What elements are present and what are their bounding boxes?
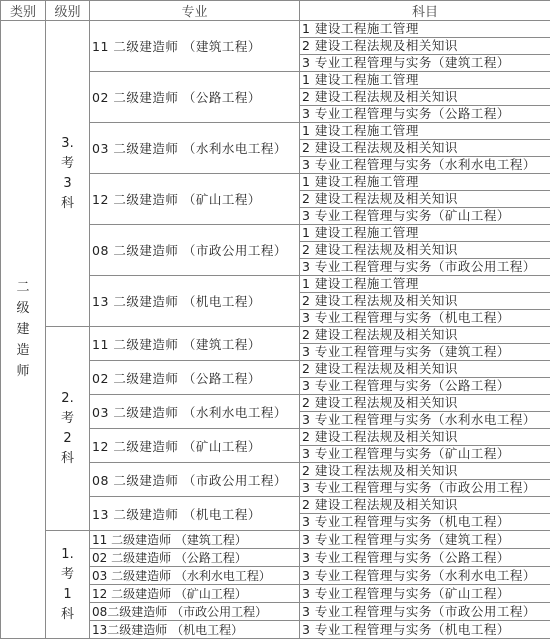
subject-cell: 1 建设工程施工管理 (300, 276, 550, 293)
subject-cell: 3 专业工程管理与实务（公路工程） (300, 378, 550, 395)
subject-cell: 2 建设工程法规及相关知识 (300, 89, 550, 106)
subject-cell: 3 专业工程管理与实务（矿山工程） (300, 585, 550, 603)
subject-cell: 3 专业工程管理与实务（机电工程） (300, 310, 550, 327)
table-body (1, 21, 550, 639)
specialty-cell: 08二级建造师 （市政公用工程） (90, 603, 300, 621)
level-label-char: 考 (46, 409, 89, 429)
specialty-cell: 03 二级建造师 （水利水电工程） (90, 395, 300, 429)
subject-cell: 2 建设工程法规及相关知识 (300, 361, 550, 378)
subject-cell: 1 建设工程施工管理 (300, 21, 550, 38)
specialty-cell: 13二级建造师 （机电工程） (90, 621, 300, 639)
subject-cell: 3 专业工程管理与实务（水利水电工程） (300, 157, 550, 174)
specialty-cell: 08 二级建造师 （市政公用工程） (90, 225, 300, 276)
level-cell (46, 21, 90, 327)
specialty-cell: 13 二级建造师 （机电工程） (90, 497, 300, 531)
category-label: 二级建造师 (16, 277, 30, 382)
specialty-cell: 03 二级建造师 （水利水电工程） (90, 123, 300, 174)
subject-cell: 3 专业工程管理与实务（机电工程） (300, 621, 550, 639)
specialty-cell: 11 二级建造师 （建筑工程） (90, 21, 300, 72)
subject-cell: 2 建设工程法规及相关知识 (300, 429, 550, 446)
specialty-cell: 02 二级建造师 （公路工程） (90, 72, 300, 123)
subject-cell: 2 建设工程法规及相关知识 (300, 38, 550, 55)
level-cell (46, 327, 90, 531)
subject-cell: 3 专业工程管理与实务（市政公用工程） (300, 480, 550, 497)
level-label-char: 考 (46, 154, 89, 174)
specialty-cell: 03 二级建造师 （水利水电工程） (90, 567, 300, 585)
subject-cell: 2 建设工程法规及相关知识 (300, 395, 550, 412)
subject-cell: 2 建设工程法规及相关知识 (300, 140, 550, 157)
subject-cell: 3 专业工程管理与实务（公路工程） (300, 106, 550, 123)
level-label-char: 1 (46, 585, 89, 605)
subject-cell: 3 专业工程管理与实务（矿山工程） (300, 208, 550, 225)
subject-cell: 3 专业工程管理与实务（建筑工程） (300, 344, 550, 361)
subject-cell: 1 建设工程施工管理 (300, 123, 550, 140)
level-label-char: 科 (46, 605, 89, 625)
level-label-char: 2. (46, 389, 89, 409)
level-label-char: 1. (46, 545, 89, 565)
level-label-char: 科 (46, 194, 89, 214)
level-label-char: 3 (46, 174, 89, 194)
level-label-char: 3. (46, 134, 89, 154)
level-label-char: 2 (46, 429, 89, 449)
subject-cell: 2 建设工程法规及相关知识 (300, 191, 550, 208)
specialty-cell: 11 二级建造师 （建筑工程） (90, 531, 300, 549)
header-subjects: 科目 (300, 1, 550, 21)
subject-cell: 3 专业工程管理与实务（矿山工程） (300, 446, 550, 463)
table-row (1, 327, 550, 344)
header-level: 级别 (46, 1, 90, 21)
specialty-cell: 11 二级建造师 （建筑工程） (90, 327, 300, 361)
header-row (1, 1, 550, 21)
subject-cell: 2 建设工程法规及相关知识 (300, 242, 550, 259)
level-label-char: 科 (46, 449, 89, 469)
table-row (1, 21, 550, 38)
subject-cell: 2 建设工程法规及相关知识 (300, 327, 550, 344)
specialty-cell: 12 二级建造师 （矿山工程） (90, 174, 300, 225)
specialty-cell: 08 二级建造师 （市政公用工程） (90, 463, 300, 497)
subject-cell: 3 专业工程管理与实务（水利水电工程） (300, 567, 550, 585)
specialty-cell: 13 二级建造师 （机电工程） (90, 276, 300, 327)
specialty-cell: 12 二级建造师 （矿山工程） (90, 429, 300, 463)
subject-cell: 2 建设工程法规及相关知识 (300, 293, 550, 310)
subject-cell: 3 专业工程管理与实务（水利水电工程） (300, 412, 550, 429)
subject-cell: 2 建设工程法规及相关知识 (300, 497, 550, 514)
specialty-cell: 12 二级建造师 （矿山工程） (90, 585, 300, 603)
subject-cell: 3 专业工程管理与实务（建筑工程） (300, 55, 550, 72)
level-label-char: 考 (46, 565, 89, 585)
subject-cell: 1 建设工程施工管理 (300, 174, 550, 191)
category-cell (1, 21, 46, 639)
subject-cell: 3 专业工程管理与实务（市政公用工程） (300, 259, 550, 276)
subject-cell: 1 建设工程施工管理 (300, 72, 550, 89)
subject-cell: 3 专业工程管理与实务（建筑工程） (300, 531, 550, 549)
level-cell (46, 531, 90, 639)
specialty-cell: 02 二级建造师 （公路工程） (90, 549, 300, 567)
subject-cell: 1 建设工程施工管理 (300, 225, 550, 242)
subject-cell: 3 专业工程管理与实务（市政公用工程） (300, 603, 550, 621)
subject-cell: 2 建设工程法规及相关知识 (300, 463, 550, 480)
subject-cell: 3 专业工程管理与实务（公路工程） (300, 549, 550, 567)
header-category: 类别 (1, 1, 46, 21)
specialty-cell: 02 二级建造师 （公路工程） (90, 361, 300, 395)
table-row (1, 531, 550, 549)
header-specialty: 专业 (90, 1, 300, 21)
subject-cell: 3 专业工程管理与实务（机电工程） (300, 514, 550, 531)
